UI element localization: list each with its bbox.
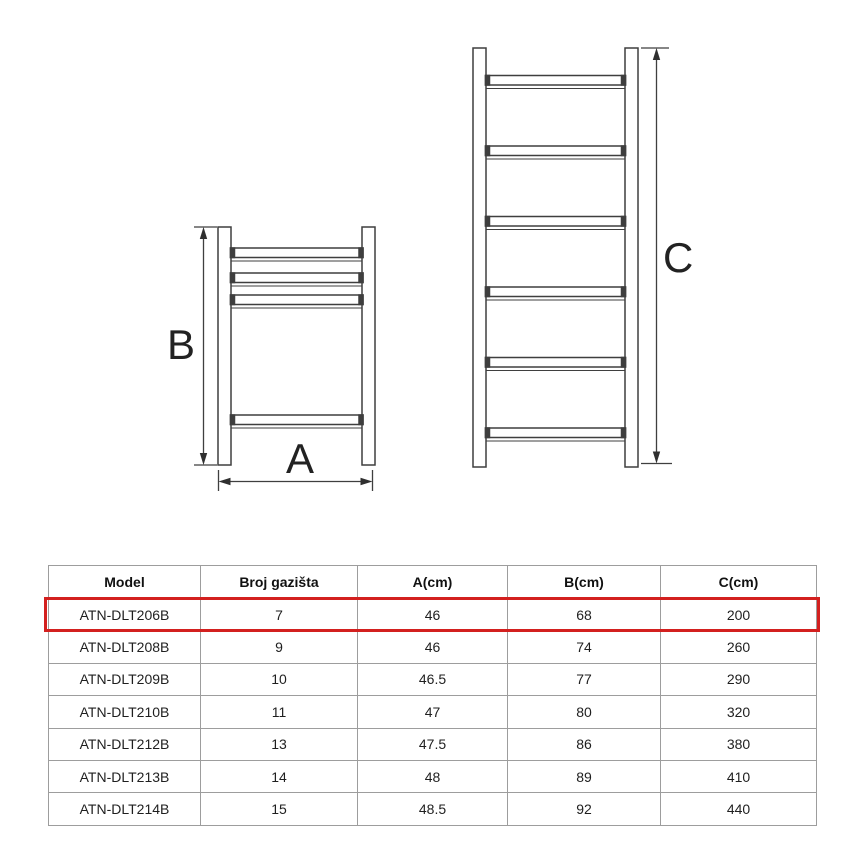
table-cell: 11 xyxy=(201,696,358,728)
ladder-rung xyxy=(486,358,626,368)
dimension-b-arrow xyxy=(194,227,217,465)
column-header-broj-gazista: Broj gazišta xyxy=(201,566,358,599)
table-cell: 260 xyxy=(661,631,817,663)
table-cell: ATN-DLT208B xyxy=(49,631,201,663)
ladder-rung xyxy=(231,295,364,305)
step-ladder-front-view xyxy=(218,227,375,465)
column-header-b-cm: B(cm) xyxy=(508,566,661,599)
table-cell: 80 xyxy=(508,696,661,728)
table-row-highlighted xyxy=(49,599,817,631)
column-header-c-cm: C(cm) xyxy=(661,566,817,599)
ladder-rung xyxy=(486,76,626,86)
right-ladder-left-rail xyxy=(473,48,486,467)
ladder-rung xyxy=(231,273,364,283)
table-cell: 47.5 xyxy=(358,728,508,760)
ladder-rung xyxy=(231,415,364,425)
table-cell: 15 xyxy=(201,793,358,825)
table-cell: 380 xyxy=(661,728,817,760)
table-cell: 7 xyxy=(201,599,358,631)
dimension-label-b: B xyxy=(166,321,196,368)
table-cell: ATN-DLT212B xyxy=(49,728,201,760)
table-cell: 47 xyxy=(358,696,508,728)
spec-table xyxy=(48,565,816,826)
right-ladder-right-rail xyxy=(625,48,638,467)
left-ladder-left-rail xyxy=(218,227,231,465)
table-cell: 86 xyxy=(508,728,661,760)
ladder-rung xyxy=(486,428,626,438)
table-cell: 14 xyxy=(201,760,358,792)
table-cell: 68 xyxy=(508,599,661,631)
table-row xyxy=(49,793,817,825)
ladder-rung xyxy=(486,287,626,297)
table-cell: ATN-DLT210B xyxy=(49,696,201,728)
column-header-model: Model xyxy=(49,566,201,599)
table-cell: 13 xyxy=(201,728,358,760)
table-row xyxy=(49,663,817,695)
ladder-rung xyxy=(486,217,626,227)
column-header-a-cm: A(cm) xyxy=(358,566,508,599)
table-cell: 290 xyxy=(661,663,817,695)
table-cell: 200 xyxy=(661,599,817,631)
table-cell: 48.5 xyxy=(358,793,508,825)
table-cell: 46 xyxy=(358,599,508,631)
table-cell: 320 xyxy=(661,696,817,728)
ladder-rung xyxy=(486,146,626,156)
table-cell: 46 xyxy=(358,631,508,663)
table-cell: ATN-DLT206B xyxy=(49,599,201,631)
dimension-label-c: C xyxy=(663,234,694,281)
table-cell: ATN-DLT213B xyxy=(49,760,201,792)
table-row xyxy=(49,631,817,663)
table-row xyxy=(49,696,817,728)
table-cell: ATN-DLT209B xyxy=(49,663,201,695)
table-cell: 74 xyxy=(508,631,661,663)
table-cell: ATN-DLT214B xyxy=(49,793,201,825)
table-row xyxy=(49,760,817,792)
extended-ladder-view xyxy=(473,48,638,467)
table-cell: 440 xyxy=(661,793,817,825)
left-ladder-right-rail xyxy=(362,227,375,465)
table-cell: 89 xyxy=(508,760,661,792)
table-cell: 9 xyxy=(201,631,358,663)
table-cell: 10 xyxy=(201,663,358,695)
ladder-rung xyxy=(231,248,364,258)
table-cell: 77 xyxy=(508,663,661,695)
table-cell: 48 xyxy=(358,760,508,792)
table-cell: 410 xyxy=(661,760,817,792)
table-header-row xyxy=(49,566,817,599)
table-row xyxy=(49,728,817,760)
dimension-label-a: A xyxy=(285,435,315,482)
table-cell: 46.5 xyxy=(358,663,508,695)
table-cell: 92 xyxy=(508,793,661,825)
